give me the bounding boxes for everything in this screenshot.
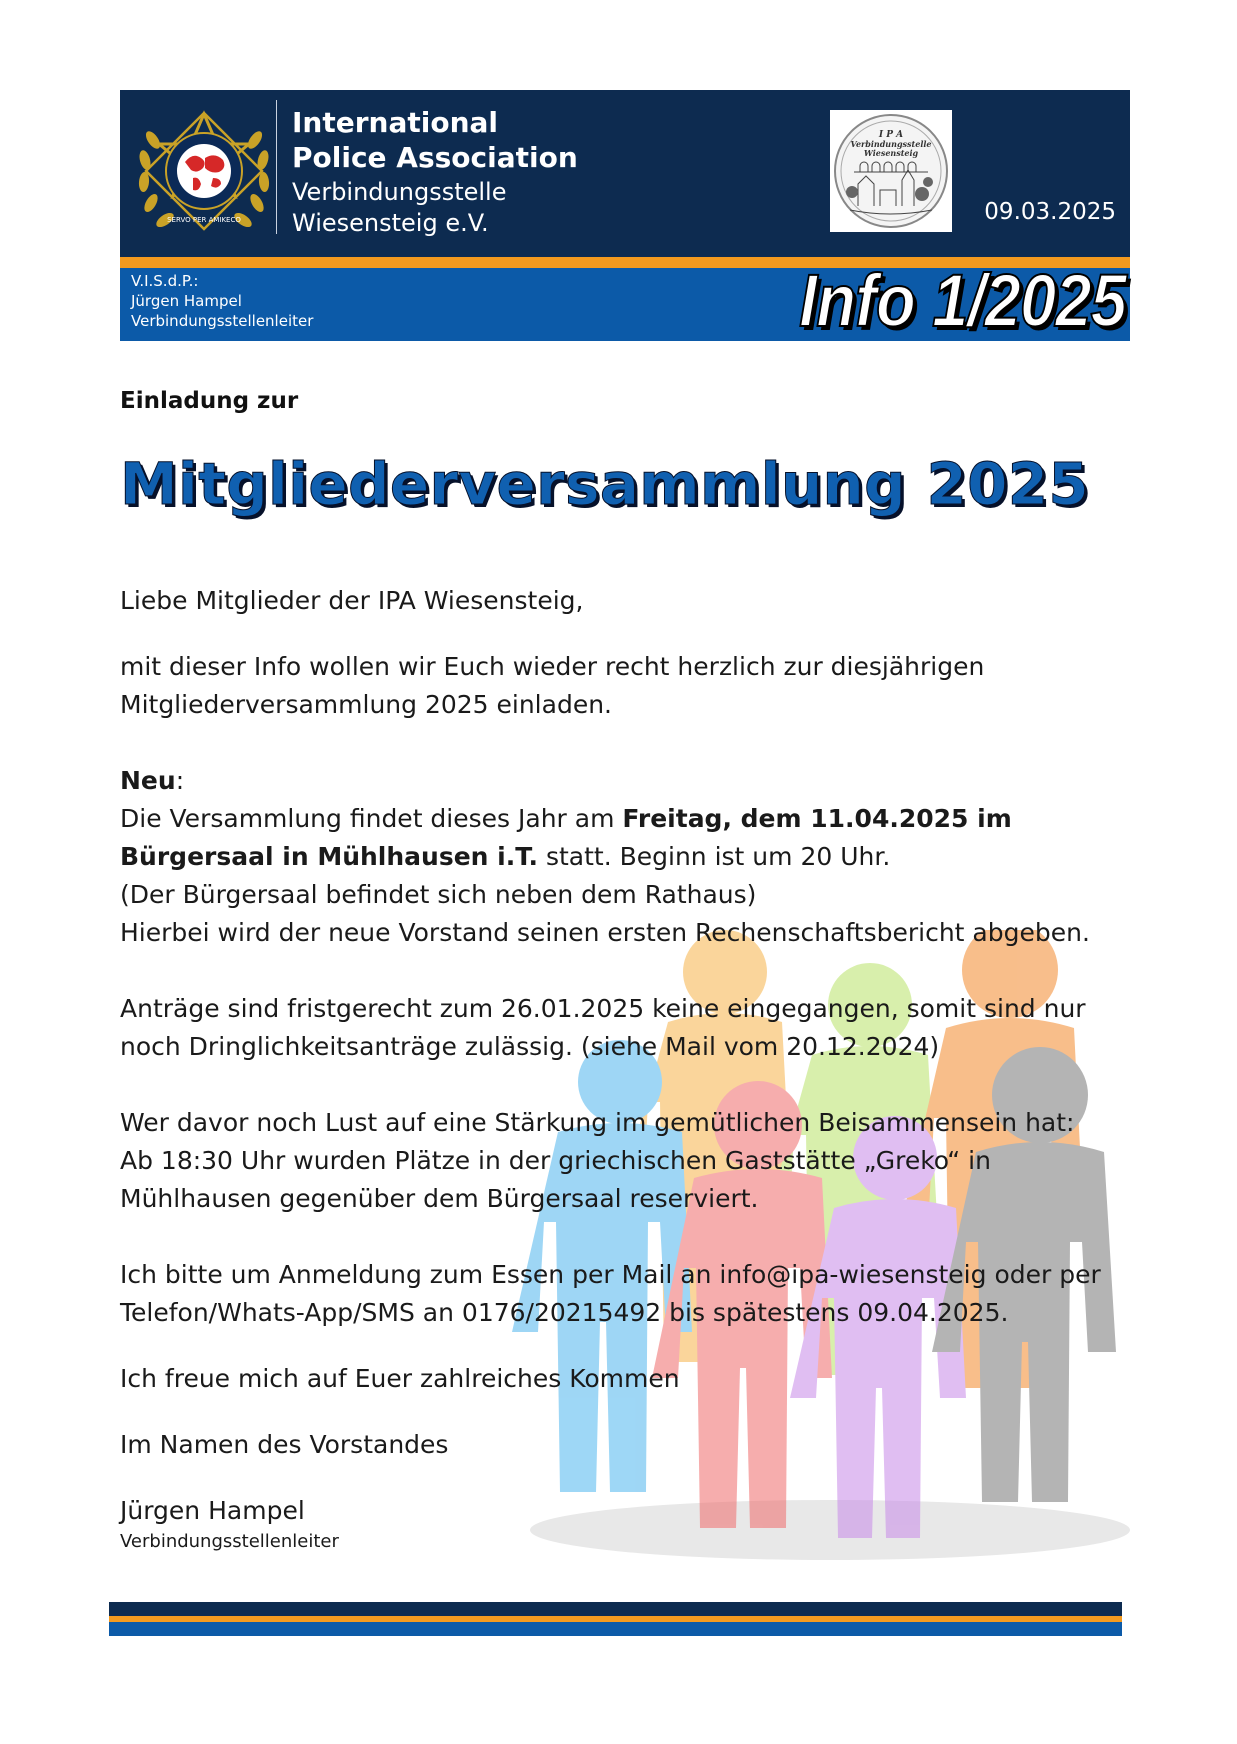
visdp-label: V.I.S.d.P.: [131, 272, 199, 290]
org-name-line2: Police Association [292, 141, 578, 174]
greeting: Liebe Mitglieder der IPA Wiesensteig, [120, 586, 584, 615]
meeting-date: Freitag, dem 11.04.2025 im [622, 804, 1012, 833]
header-divider [276, 100, 277, 234]
intro-line-1: mit dieser Info wollen wir Euch wieder recht herzlich zur diesjährigen [120, 652, 985, 681]
closing-line: Ich freue mich auf Euer zahlreiches Kommen [120, 1364, 680, 1393]
svg-text:Wiesensteig: Wiesensteig [863, 148, 919, 158]
registration-line-1: Ich bitte um Anmeldung zum Essen per Mail an info@ipa-wiesensteig oder per [120, 1260, 1101, 1289]
svg-text:Verbindungsstelle: Verbindungsstelle [850, 139, 932, 149]
page-title: Mitgliederversammlung 2025 [120, 450, 1090, 518]
issue-date: 09.03.2025 [984, 199, 1116, 225]
meeting-line-2 [120, 838, 890, 876]
meeting-location: Bürgersaal in Mühlhausen i.T. [120, 842, 538, 871]
on-behalf-line: Im Namen des Vorstandes [120, 1430, 449, 1459]
ipa-logo [133, 100, 275, 242]
neu-colon: : [175, 766, 185, 795]
svg-text:I P A: I P A [878, 130, 904, 140]
motions-line-2: noch Dringlichkeitsanträge zulässig. (siehe Mail vom 20.12.2024) [120, 1032, 940, 1061]
registration-line-2: Telefon/Whats-App/SMS an 0176/20215492 bis spätestens 09.04.2025. [120, 1298, 1009, 1327]
intro-line-2: Mitgliederversammlung 2025 einladen. [120, 690, 612, 719]
dinner-line-3: Mühlhausen gegenüber dem Bürgersaal reserviert. [120, 1184, 759, 1213]
signature-title: Verbindungsstellenleiter [120, 1531, 339, 1552]
org-name-line1: International [292, 106, 499, 139]
meeting-line-1-text: Die Versammlung findet dieses Jahr am [120, 804, 623, 833]
footer-stripe-dark [109, 1602, 1122, 1616]
org-section-line2: Wiesensteig e.V. [292, 209, 489, 237]
signature-name: Jürgen Hampel [120, 1496, 305, 1525]
dinner-line-1: Wer davor noch Lust auf eine Stärkung im gemütlichen Beisammensein hat: [120, 1108, 1075, 1137]
motions-line-1: Anträge sind fristgerecht zum 26.01.2025 keine eingegangen, somit sind nur [120, 994, 1086, 1023]
visdp-role: Verbindungsstellenleiter [131, 312, 314, 330]
footer-stripe-blue [109, 1622, 1122, 1636]
neu-label: Neu [120, 766, 176, 795]
svg-text:SERVO PER AMIKECO: SERVO PER AMIKECO [167, 216, 241, 224]
invite-label: Einladung zur [120, 388, 299, 414]
meeting-line-1 [120, 800, 1012, 838]
wiesensteig-stamp [830, 110, 952, 232]
info-issue-title: Info 1/2025 [799, 259, 1126, 342]
meeting-line-4: Hierbei wird der neue Vorstand seinen ersten Rechenschaftsbericht abgeben. [120, 918, 1090, 947]
neu-heading [120, 762, 184, 800]
visdp-name: Jürgen Hampel [131, 292, 242, 310]
org-section-line1: Verbindungsstelle [292, 178, 507, 206]
meeting-start: statt. Beginn ist um 20 Uhr. [538, 842, 891, 871]
meeting-line-3: (Der Bürgersaal befindet sich neben dem Rathaus) [120, 880, 757, 909]
dinner-line-2: Ab 18:30 Uhr wurden Plätze in der griechischen Gaststätte „Greko“ in [120, 1146, 991, 1175]
